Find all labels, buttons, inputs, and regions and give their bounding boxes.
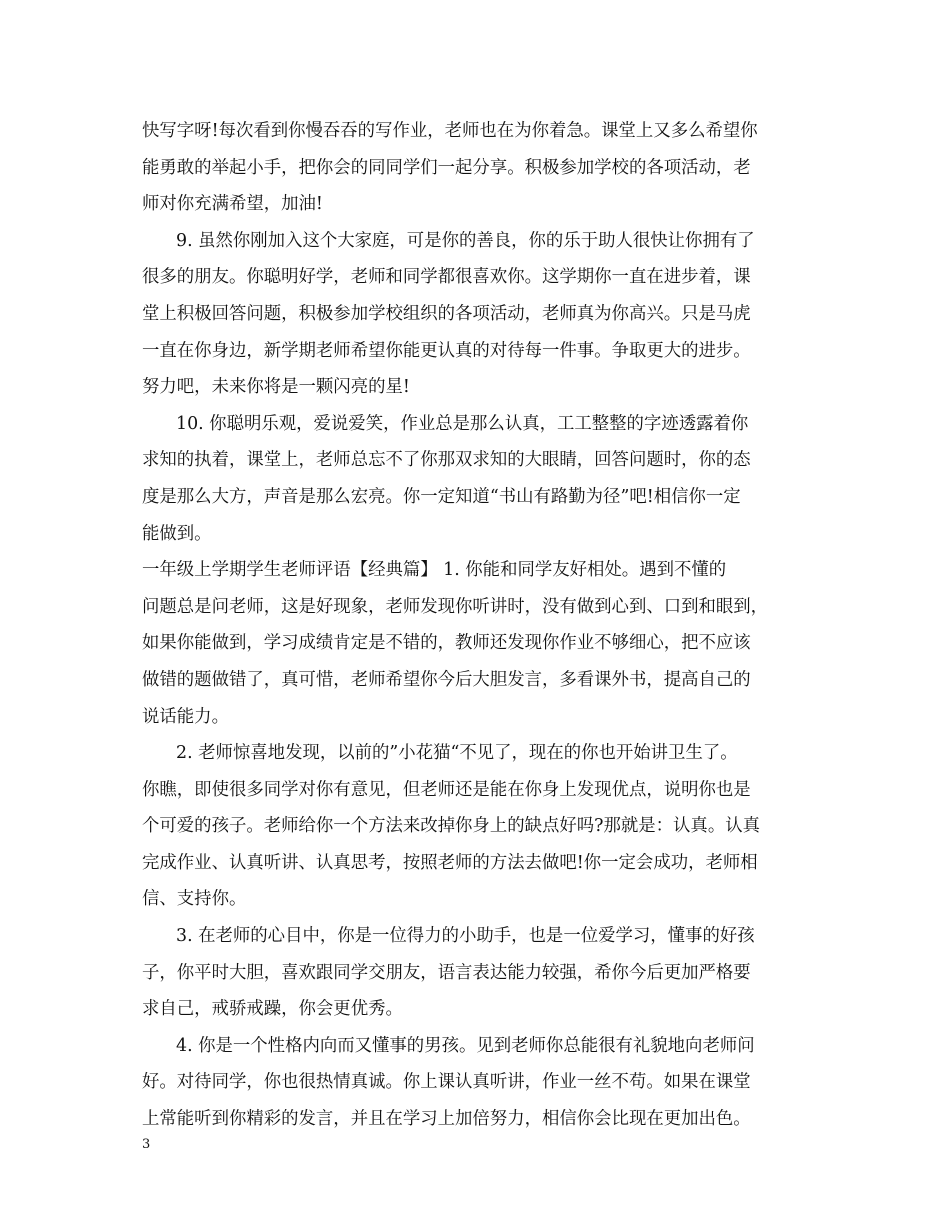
text-line: 问题总是问老师，这是好现象，老师发现你听讲时，没有做到心到、口到和眼到， xyxy=(142,596,769,617)
text-line: 能勇敢的举起小手，把你会的同同学们一起分享。积极参加学校的各项活动，老 xyxy=(142,157,751,178)
text-line: 求自己，戒骄戒躁，你会更优秀。 xyxy=(142,999,403,1020)
text-line: 努力吧，未来你将是一颗闪亮的星! xyxy=(142,377,410,398)
text-line: 师对你充满希望，加油! xyxy=(142,194,323,215)
text-line: 9. 虽然你刚加入这个大家庭，可是你的善良，你的乐于助人很快让你拥有了 xyxy=(176,230,755,251)
document-body xyxy=(142,113,818,1138)
text-line: 很多的朋友。你聪明好学，老师和同学都很喜欢你。这学期你一直在进步着，课 xyxy=(142,267,751,288)
text-line: 求知的执着，课堂上，老师总忘不了你那双求知的大眼睛，回答问题时，你的态 xyxy=(142,450,751,471)
text-line: 堂上积极回答问题，积极参加学校组织的各项活动，老师真为你高兴。只是马虎 xyxy=(142,303,751,324)
text-line: 子，你平时大胆，喜欢跟同学交朋友，语言表达能力较强，希你今后更加严格要 xyxy=(142,962,751,983)
text-line: 完成作业、认真听讲、认真思考，按照老师的方法去做吧!你一定会成功，老师相 xyxy=(142,852,758,873)
text-line: 你瞧，即使很多同学对你有意见，但老师还是能在你身上发现优点，说明你也是 xyxy=(142,779,751,800)
text-line: 2. 老师惊喜地发现，以前的”小花猫“不见了，现在的你也开始讲卫生了。 xyxy=(176,743,738,764)
text-line: 上常能听到你精彩的发言，并且在学习上加倍努力，相信你会比现在更加出色。 xyxy=(142,1109,751,1130)
text-line: 度是那么大方，声音是那么宏亮。你一定知道“书山有路勤为径”吧!相信你一定 xyxy=(142,486,741,507)
text-line: 信、支持你。 xyxy=(142,889,247,910)
text-line: 4. 你是一个性格内向而又懂事的男孩。见到老师你总能很有礼貌地向老师问 xyxy=(176,1035,755,1056)
text-line: 快写字呀!每次看到你慢吞吞的写作业，老师也在为你着急。课堂上又多么希望你 xyxy=(142,121,758,141)
text-line: 说话能力。 xyxy=(142,706,229,727)
text-line: 3. 在老师的心目中，你是一位得力的小助手，也是一位爱学习，懂事的好孩 xyxy=(176,926,755,947)
text-line: 10. 你聪明乐观，爱说爱笑，作业总是那么认真，工工整整的字迹透露着你 xyxy=(176,413,749,434)
text-line: 做错的题做错了，真可惜，老师希望你今后大胆发言，多看课外书，提高自己的 xyxy=(142,669,751,690)
page-number: 3 xyxy=(142,1137,151,1152)
text-line: 一年级上学期学生老师评语【经典篇】 1. 你能和同学友好相处。遇到不懂的 xyxy=(142,560,727,581)
text-line: 能做到。 xyxy=(142,523,212,544)
text-line: 好。对待同学，你也很热情真诚。你上课认真听讲，作业一丝不苟。如果在课堂 xyxy=(142,1072,751,1093)
text-line: 如果你能做到，学习成绩肯定是不错的，教师还发现你作业不够细心，把不应该 xyxy=(142,633,751,654)
text-line: 一直在你身边，新学期老师希望你能更认真的对待每一件事。争取更大的进步。 xyxy=(142,340,751,361)
text-line: 个可爱的孩子。老师给你一个方法来改掉你身上的缺点好吗?那就是：认真。认真 xyxy=(142,816,760,837)
